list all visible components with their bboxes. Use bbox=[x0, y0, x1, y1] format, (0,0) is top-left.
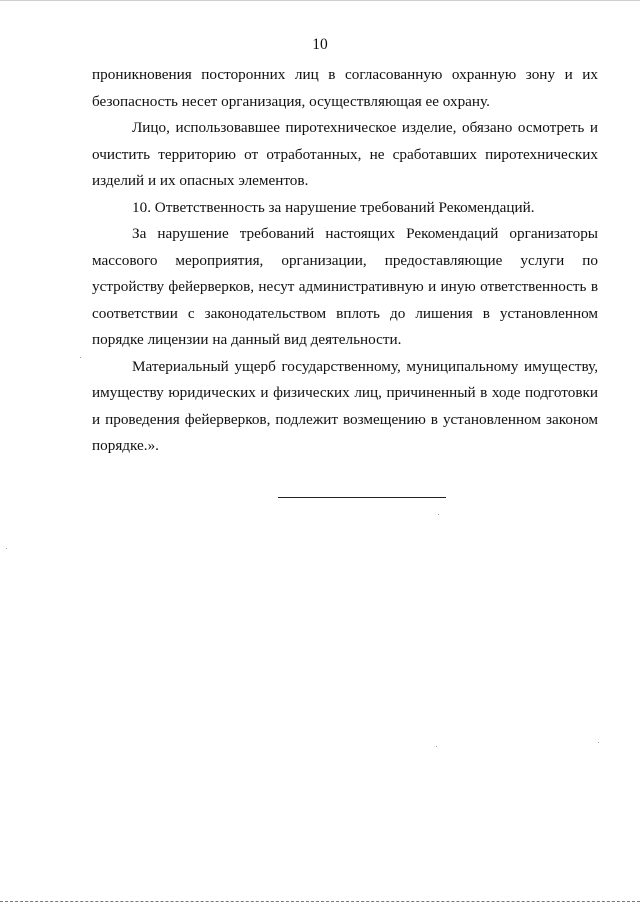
scan-speck bbox=[598, 742, 599, 743]
page-number: 10 bbox=[312, 36, 328, 53]
paragraph-continuation: проникновения посторонних лиц в согласованную охранную зону и их безопасность несет организация, осуществляющая ее охрану. bbox=[92, 66, 598, 110]
section-heading-responsibility: 10. Ответственность за нарушение требований Рекомендаций. bbox=[132, 198, 535, 216]
paragraph-cleanup-obligation: Лицо, использовавшее пиротехническое изделие, обязано осмотреть и очистить территорию от отработанных, не сработавших пиротехнических изделий и их опасных элементов. bbox=[92, 119, 598, 189]
paragraph-damages: Материальный ущерб государственному, муниципальному имуществу, имуществу юридических и физических лиц, причиненный в ходе подготовки и проведения фейерверков, подлежит возмещению в установленном законом порядке.». bbox=[92, 357, 598, 454]
scan-speck bbox=[6, 548, 7, 549]
end-separator-line bbox=[278, 497, 446, 498]
scan-speck bbox=[80, 357, 81, 358]
scan-top-edge bbox=[0, 0, 640, 2]
scan-speck bbox=[438, 514, 439, 515]
paragraph-liability: За нарушение требований настоящих Рекомендаций организаторы массового мероприятия, организации, предоставляющие услуги по устройству фейерверков, несут административную и иную ответственность в соответствии с законодательством вплоть до лишения в установленном порядке лицензии на данный вид деятельности. bbox=[92, 225, 598, 348]
scan-bottom-edge bbox=[0, 901, 640, 902]
body-text bbox=[92, 62, 598, 460]
scan-speck bbox=[436, 746, 437, 747]
